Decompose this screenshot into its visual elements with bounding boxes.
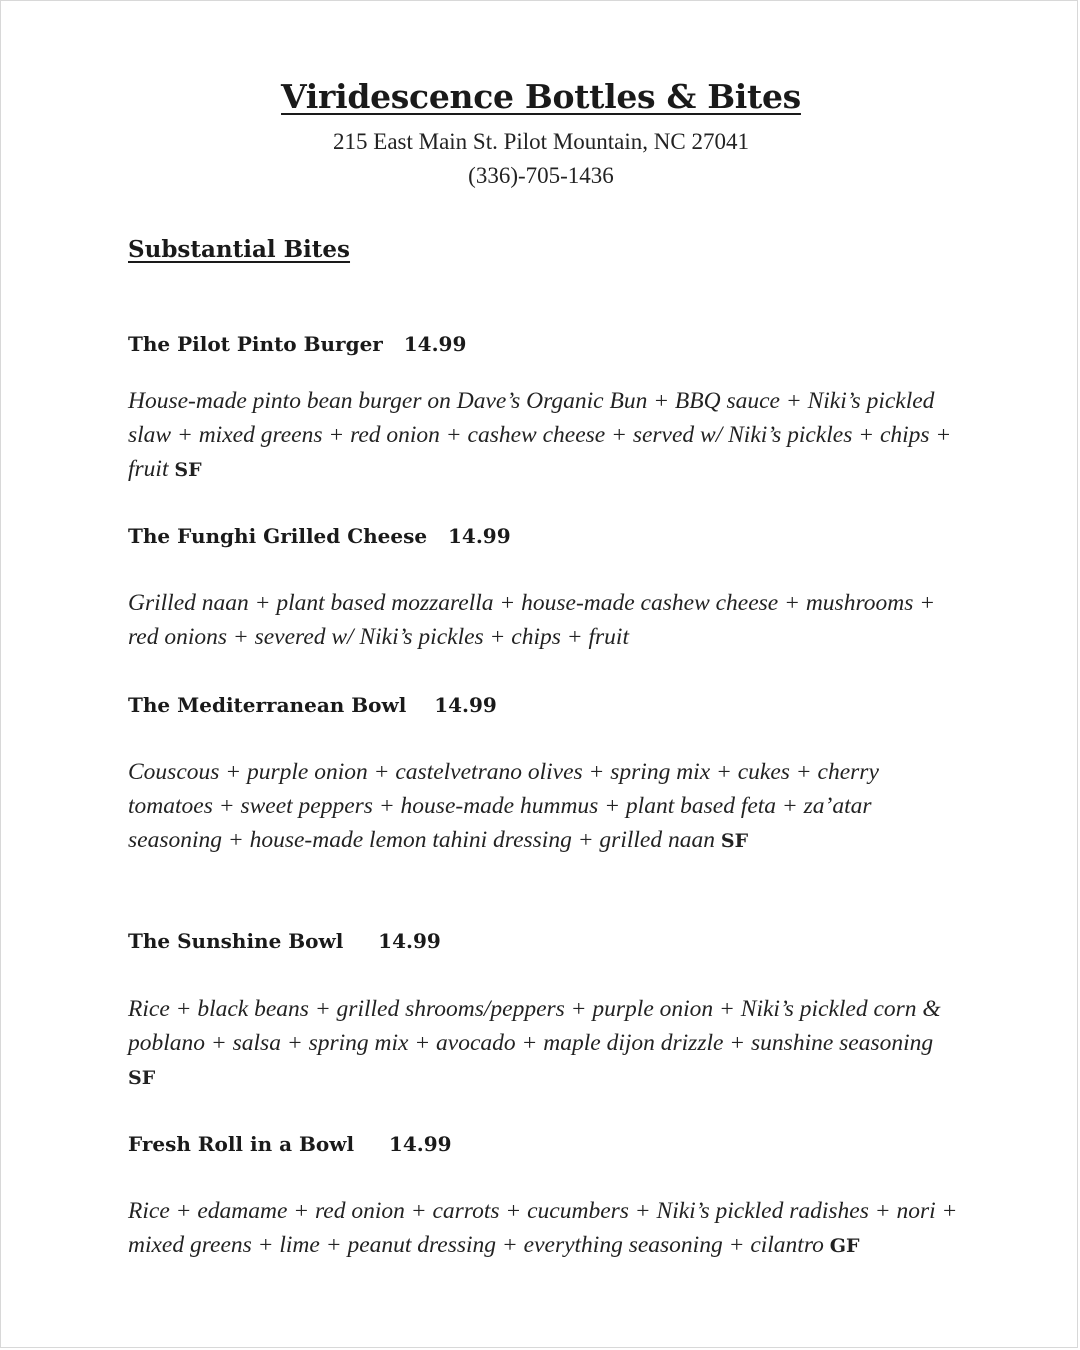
- item-title: The Sunshine Bowl: [128, 929, 344, 953]
- menu-item-name: [128, 690, 497, 720]
- dietary-tag: SF: [720, 830, 749, 852]
- dietary-tag: SF: [174, 459, 202, 481]
- menu-item-name: [128, 1129, 452, 1159]
- menu-item-description: [128, 586, 958, 654]
- menu-item-description: [128, 755, 958, 858]
- restaurant-address: 215 East Main St. Pilot Mountain, NC 27041: [333, 129, 749, 154]
- dietary-tag: SF: [128, 1067, 156, 1089]
- item-title: The Funghi Grilled Cheese: [128, 524, 428, 548]
- menu-item-description: [128, 384, 958, 487]
- restaurant-name: Viridescence Bottles & Bites: [281, 77, 801, 116]
- dietary-tag: GF: [829, 1235, 860, 1257]
- item-description-text: Rice + edamame + red onion + carrots + cucumbers + Niki’s pickled radishes + nori + mixed greens + lime + peanut dressing + everything seasoning + cilantro: [128, 1198, 958, 1258]
- menu-item-name: [128, 521, 511, 551]
- item-description-text: Couscous + purple onion + castelvetrano olives + spring mix + cukes + cherry tomatoes + sweet peppers + house-made hummus + plant based feta + za’atar seasoning + house-made lemon tahini dressing + grilled naan: [128, 759, 879, 853]
- menu-item-description: [128, 1194, 958, 1263]
- menu-item-name: [128, 926, 441, 956]
- menu-item-description: [128, 992, 958, 1095]
- item-price: 14.99: [448, 524, 511, 548]
- menu-header: [1, 73, 1080, 193]
- section-heading: Substantial Bites: [128, 236, 351, 263]
- item-title: Fresh Roll in a Bowl: [128, 1132, 355, 1156]
- item-price: 14.99: [434, 693, 497, 717]
- item-description-text: Grilled naan + plant based mozzarella + house-made cashew cheese + mushrooms + red onions + severed w/ Niki’s pickles + chips + fruit: [128, 590, 936, 650]
- item-price: 14.99: [388, 1132, 452, 1156]
- item-description-text: House-made pinto bean burger on Dave’s Organic Bun + BBQ sauce + Niki’s pickled slaw + mixed greens + red onion + cashew cheese + served w/ Niki’s pickles + chips + fruit: [128, 388, 952, 482]
- menu-item-name: [128, 329, 466, 359]
- item-price: 14.99: [403, 332, 467, 356]
- item-price: 14.99: [378, 929, 441, 953]
- restaurant-phone: (336)-705-1436: [468, 163, 614, 188]
- item-description-text: Rice + black beans + grilled shrooms/peppers + purple onion + Niki’s pickled corn & poblano + salsa + spring mix + avocado + maple dijon drizzle + sunshine seasoning: [128, 996, 941, 1056]
- item-title: The Mediterranean Bowl: [128, 693, 407, 717]
- item-title: The Pilot Pinto Burger: [128, 332, 383, 356]
